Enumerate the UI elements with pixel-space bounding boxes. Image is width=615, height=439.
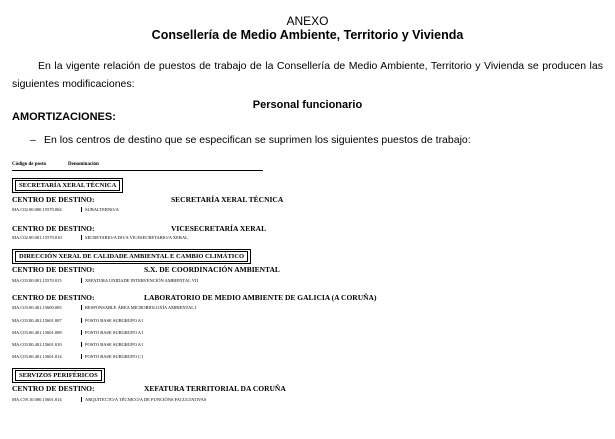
- post-name: SUBALTERNO/A: [81, 207, 119, 212]
- post-code: MA.C03.00.401.15601.010: [12, 342, 62, 347]
- annex-title: ANEXO: [286, 14, 329, 28]
- post-code: MA.C03.00.401.15601.014: [12, 354, 62, 359]
- post-code: MA.C03.00.401.15600.005: [12, 305, 62, 310]
- intro-paragraph: [12, 57, 603, 93]
- intro-line-2: siguientes modificaciones:: [12, 78, 135, 90]
- header-rule: [12, 170, 263, 171]
- centre-name: XEFATURA TERRITORIAL DA CORUÑA: [144, 384, 286, 393]
- post-name: POSTO BASE SUBGRUPO A1: [81, 318, 143, 323]
- post-code: MA.C02.00.001.15570.010: [12, 235, 62, 240]
- post-code: MA.C02.00.000.15570.004: [12, 207, 62, 212]
- unit-label: SECRETARÍA XERAL TÉCNICA: [12, 178, 123, 193]
- centre-label: CENTRO DE DESTINO:: [12, 224, 95, 233]
- post-name: ARQUITECTO/A TÉCNICO/A DE FUNCIÓNS FACULTATIVAS: [81, 397, 206, 402]
- column-header-code: Código de posto: [12, 162, 47, 167]
- centre-name: SECRETARÍA XERAL TÉCNICA: [171, 195, 284, 204]
- post-name: RESPONSABLE ÁREA MICROBIOLOXÍA AMBIENTAL I: [81, 305, 196, 310]
- ministry-title: Consellería de Medio Ambiente, Territorio y Vivienda: [151, 28, 464, 42]
- post-name: SECRETARIO/A DO/A VICESECRETARIO/A XERAL: [81, 235, 188, 240]
- bullet-item: [30, 134, 471, 146]
- section-heading: AMORTIZACIONES:: [12, 111, 116, 123]
- centre-label: CENTRO DE DESTINO:: [12, 293, 95, 302]
- post-code: MA.C03.00.001.15570.015: [12, 278, 62, 283]
- unit-label: SERVIZOS PERIFÉRICOS: [12, 368, 105, 383]
- post-name: POSTO BASE SUBGRUPO C1: [81, 354, 143, 359]
- intro-line-1: En la vigente relación de puestos de trabajo de la Consellería de Medio Ambiente, Territorio y Vivienda se producen las: [38, 60, 603, 72]
- post-code: MA.C59.10.000.15601.014: [12, 397, 62, 402]
- column-header-name: Denominación: [68, 162, 99, 167]
- centre-name: LABORATORIO DE MEDIO AMBIENTE DE GALICIA (A CORUÑA): [144, 293, 377, 302]
- post-name: XEFATURA UNIDADE INTERVENCIÓN AMBIENTAL VII: [81, 278, 198, 283]
- centre-name: VICESECRETARÍA XERAL: [171, 224, 267, 233]
- centre-label: CENTRO DE DESTINO:: [12, 195, 95, 204]
- post-name: POSTO BASE SUBGRUPO A1: [81, 342, 143, 347]
- bullet-dash: –: [30, 134, 36, 146]
- unit-label: DIRECCIÓN XERAL DE CALIDADE AMBIENTAL E CAMBIO CLIMÁTICO: [12, 249, 251, 264]
- post-code: MA.C03.00.401.15601.007: [12, 318, 62, 323]
- bullet-text: En los centros de destino que se especifican se suprimen los siguientes puestos de trabajo:: [44, 134, 471, 146]
- centre-name: S.X. DE COORDINACIÓN AMBIENTAL: [144, 265, 280, 274]
- post-code: MA.C03.00.401.15601.008: [12, 330, 62, 335]
- subtitle: Personal funcionario: [252, 99, 363, 111]
- centre-label: CENTRO DE DESTINO:: [12, 265, 95, 274]
- centre-label: CENTRO DE DESTINO:: [12, 384, 95, 393]
- post-name: POSTO BASE SUBGRUPO A1: [81, 330, 143, 335]
